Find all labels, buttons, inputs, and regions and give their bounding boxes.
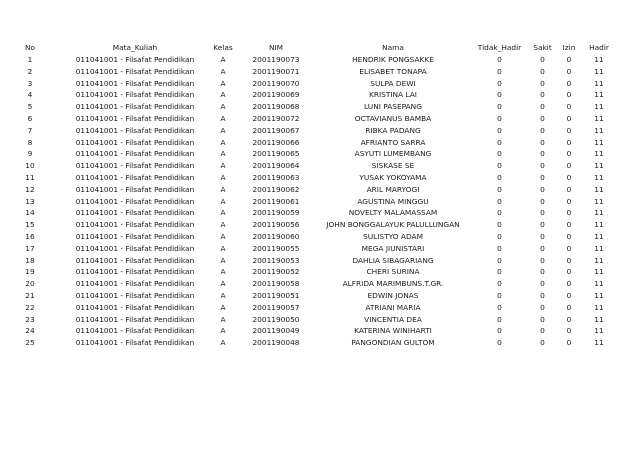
- cell-mata-kuliah: 011041001 - Filsafat Pendidikan: [75, 231, 195, 241]
- cell-kelas: A: [220, 220, 226, 230]
- cell-sakit: 0: [540, 90, 545, 100]
- cell-sakit: 0: [540, 302, 545, 312]
- cell-sakit: 0: [540, 149, 545, 159]
- cell-nim: 2001190053: [252, 255, 300, 265]
- cell-tidak-hadir: 0: [497, 290, 502, 300]
- cell-kelas: A: [220, 196, 226, 206]
- table-row: [0, 231, 616, 243]
- cell-mata-kuliah: 011041001 - Filsafat Pendidikan: [75, 243, 195, 253]
- cell-izin: 0: [566, 302, 572, 312]
- cell-nama: VINCENTIA DEA: [364, 314, 422, 324]
- cell-hadir: 11: [594, 55, 604, 64]
- cell-kelas: A: [220, 149, 226, 159]
- cell-mata-kuliah: 011041001 - Filsafat Pendidikan: [75, 102, 195, 112]
- cell-no: 20: [25, 279, 35, 289]
- cell-nim: 2001190058: [252, 279, 300, 289]
- cell-nama: YUSAK YOKOYAMA: [359, 172, 427, 182]
- table-body: [0, 54, 616, 349]
- cell-izin: 0: [566, 338, 572, 348]
- cell-izin: 0: [566, 90, 572, 100]
- cell-sakit: 0: [540, 113, 545, 123]
- cell-nama: PANGONDIAN GULTOM: [351, 338, 435, 348]
- cell-hadir: 11: [594, 149, 604, 159]
- cell-nama: HENDRIK PONGSAKKE: [352, 55, 434, 64]
- cell-sakit: 0: [540, 196, 545, 206]
- cell-nama: DAHLIA SIBAGARIANG: [352, 255, 434, 265]
- cell-no: 8: [27, 137, 33, 147]
- cell-tidak-hadir: 0: [497, 149, 502, 159]
- cell-nama: ALFRIDA MARIMBUNS.T.GR.: [342, 279, 444, 289]
- table-row: [0, 266, 616, 278]
- cell-izin: 0: [566, 172, 572, 182]
- cell-no: 12: [25, 184, 35, 194]
- cell-nim: 2001190059: [252, 208, 300, 218]
- cell-no: 18: [25, 255, 35, 265]
- cell-nama: KRISTINA LAI: [368, 90, 417, 100]
- cell-nim: 2001190068: [252, 102, 300, 112]
- cell-izin: 0: [566, 66, 572, 76]
- cell-sakit: 0: [540, 290, 545, 300]
- cell-nama: SULISTYO ADAM: [363, 231, 423, 241]
- cell-nama: SISKASE SE: [371, 161, 415, 171]
- cell-mata-kuliah: 011041001 - Filsafat Pendidikan: [75, 90, 195, 100]
- header-izin: Izin: [562, 43, 576, 52]
- cell-nim: 2001190052: [252, 267, 300, 277]
- cell-nama: ELISABET TONAPA: [359, 66, 427, 76]
- cell-kelas: A: [220, 66, 226, 76]
- cell-sakit: 0: [540, 220, 545, 230]
- cell-mata-kuliah: 011041001 - Filsafat Pendidikan: [75, 267, 195, 277]
- cell-nama: AGUSTINA MINGGU: [357, 196, 429, 206]
- cell-no: 9: [27, 149, 33, 159]
- cell-tidak-hadir: 0: [497, 66, 502, 76]
- cell-nama: SULPA DEWI: [370, 78, 416, 88]
- table-row: [0, 325, 616, 337]
- cell-nama: EDWIN JONAS: [367, 290, 419, 300]
- cell-no: 24: [25, 326, 35, 336]
- cell-izin: 0: [566, 125, 572, 135]
- cell-nim: 2001190061: [252, 196, 300, 206]
- cell-hadir: 11: [594, 255, 604, 265]
- table-row: [0, 125, 616, 137]
- cell-no: 25: [25, 338, 35, 348]
- cell-tidak-hadir: 0: [497, 326, 502, 336]
- cell-mata-kuliah: 011041001 - Filsafat Pendidikan: [75, 326, 195, 336]
- cell-no: 21: [25, 290, 35, 300]
- cell-mata-kuliah: 011041001 - Filsafat Pendidikan: [75, 149, 195, 159]
- table-row: [0, 160, 616, 172]
- cell-tidak-hadir: 0: [497, 231, 502, 241]
- cell-nama: MEGA JIUNISTARI: [361, 243, 425, 253]
- table-header: [0, 41, 616, 54]
- table-row: [0, 255, 616, 267]
- cell-mata-kuliah: 011041001 - Filsafat Pendidikan: [75, 290, 195, 300]
- cell-kelas: A: [220, 90, 226, 100]
- cell-sakit: 0: [540, 243, 545, 253]
- table-row: [0, 184, 616, 196]
- cell-nama: RIBKA PADANG: [365, 125, 421, 135]
- cell-tidak-hadir: 0: [497, 55, 502, 64]
- cell-nama: CHERI SURINA: [366, 267, 420, 277]
- cell-hadir: 11: [594, 90, 604, 100]
- cell-nama: ARIL MARYOGI: [366, 184, 420, 194]
- cell-kelas: A: [220, 231, 226, 241]
- table-row: [0, 137, 616, 149]
- cell-tidak-hadir: 0: [497, 113, 502, 123]
- cell-mata-kuliah: 011041001 - Filsafat Pendidikan: [75, 161, 195, 171]
- cell-hadir: 11: [594, 220, 604, 230]
- cell-tidak-hadir: 0: [497, 78, 502, 88]
- header-tidak-hadir: Tidak_Hadir: [477, 43, 522, 52]
- cell-tidak-hadir: 0: [497, 255, 502, 265]
- cell-nama: ASYUTI LUMEMBANG: [354, 149, 432, 159]
- table-row: [0, 66, 616, 78]
- cell-no: 14: [25, 208, 35, 218]
- cell-sakit: 0: [540, 267, 545, 277]
- cell-mata-kuliah: 011041001 - Filsafat Pendidikan: [75, 66, 195, 76]
- cell-mata-kuliah: 011041001 - Filsafat Pendidikan: [75, 137, 195, 147]
- cell-hadir: 11: [594, 326, 604, 336]
- cell-nama: LUNI PASEPANG: [364, 102, 422, 112]
- cell-kelas: A: [220, 255, 226, 265]
- cell-izin: 0: [566, 290, 572, 300]
- cell-no: 10: [25, 161, 35, 171]
- header-mata-kuliah: Mata_Kuliah: [112, 43, 158, 52]
- cell-nim: 2001190056: [252, 220, 300, 230]
- attendance-sheet: [0, 41, 640, 349]
- cell-sakit: 0: [540, 279, 545, 289]
- cell-mata-kuliah: 011041001 - Filsafat Pendidikan: [75, 172, 195, 182]
- cell-no: 3: [27, 78, 33, 88]
- cell-hadir: 11: [594, 137, 604, 147]
- cell-no: 7: [27, 125, 33, 135]
- cell-sakit: 0: [540, 125, 545, 135]
- header-nim: NIM: [268, 43, 284, 52]
- header-sakit: Sakit: [533, 43, 552, 52]
- cell-hadir: 11: [594, 125, 604, 135]
- cell-sakit: 0: [540, 102, 545, 112]
- cell-nim: 2001190051: [252, 290, 300, 300]
- cell-kelas: A: [220, 279, 226, 289]
- cell-izin: 0: [566, 220, 572, 230]
- cell-izin: 0: [566, 255, 572, 265]
- cell-tidak-hadir: 0: [497, 267, 502, 277]
- table-row: [0, 337, 616, 349]
- cell-tidak-hadir: 0: [497, 184, 502, 194]
- cell-nim: 2001190063: [252, 172, 300, 182]
- cell-mata-kuliah: 011041001 - Filsafat Pendidikan: [75, 184, 195, 194]
- cell-izin: 0: [566, 326, 572, 336]
- cell-hadir: 11: [594, 208, 604, 218]
- cell-nim: 2001190070: [252, 78, 300, 88]
- cell-nim: 2001190064: [252, 161, 300, 171]
- cell-izin: 0: [566, 137, 572, 147]
- cell-mata-kuliah: 011041001 - Filsafat Pendidikan: [75, 55, 195, 64]
- cell-nama: AFRIANTO SARRA: [360, 137, 426, 147]
- cell-hadir: 11: [594, 66, 604, 76]
- attendance-table: [0, 41, 616, 349]
- cell-mata-kuliah: 011041001 - Filsafat Pendidikan: [75, 279, 195, 289]
- cell-kelas: A: [220, 208, 226, 218]
- cell-no: 1: [27, 55, 33, 64]
- cell-mata-kuliah: 011041001 - Filsafat Pendidikan: [75, 113, 195, 123]
- cell-izin: 0: [566, 231, 572, 241]
- cell-mata-kuliah: 011041001 - Filsafat Pendidikan: [75, 314, 195, 324]
- cell-tidak-hadir: 0: [497, 196, 502, 206]
- table-row: [0, 54, 616, 66]
- cell-nim: 2001190066: [252, 137, 300, 147]
- cell-tidak-hadir: 0: [497, 220, 502, 230]
- cell-hadir: 11: [594, 172, 604, 182]
- cell-sakit: 0: [540, 314, 545, 324]
- cell-izin: 0: [566, 55, 572, 64]
- cell-sakit: 0: [540, 338, 545, 348]
- cell-no: 4: [27, 90, 33, 100]
- cell-sakit: 0: [540, 184, 545, 194]
- cell-hadir: 11: [594, 184, 604, 194]
- cell-tidak-hadir: 0: [497, 137, 502, 147]
- cell-sakit: 0: [540, 78, 545, 88]
- cell-nim: 2001190062: [252, 184, 300, 194]
- table-row: [0, 207, 616, 219]
- cell-kelas: A: [220, 55, 226, 64]
- header-kelas: Kelas: [213, 43, 233, 52]
- cell-nim: 2001190073: [252, 55, 300, 64]
- cell-kelas: A: [220, 78, 226, 88]
- cell-hadir: 11: [594, 231, 604, 241]
- cell-kelas: A: [220, 125, 226, 135]
- table-row: [0, 78, 616, 90]
- table-row: [0, 243, 616, 255]
- table-row: [0, 113, 616, 125]
- cell-nim: 2001190048: [252, 338, 300, 348]
- cell-izin: 0: [566, 161, 572, 171]
- cell-sakit: 0: [540, 326, 545, 336]
- cell-nim: 2001190057: [252, 302, 300, 312]
- table-row: [0, 89, 616, 101]
- cell-hadir: 11: [594, 102, 604, 112]
- cell-izin: 0: [566, 208, 572, 218]
- cell-hadir: 11: [594, 338, 604, 348]
- table-row: [0, 314, 616, 326]
- cell-tidak-hadir: 0: [497, 102, 502, 112]
- table-row: [0, 290, 616, 302]
- cell-nim: 2001190055: [252, 243, 300, 253]
- cell-hadir: 11: [594, 196, 604, 206]
- cell-tidak-hadir: 0: [497, 90, 502, 100]
- table-row: [0, 172, 616, 184]
- header-row: [0, 41, 616, 54]
- table-row: [0, 148, 616, 160]
- cell-nama: JOHN BONGGALAYUK PALULLUNGAN: [326, 220, 460, 230]
- cell-nim: 2001190065: [252, 149, 300, 159]
- cell-izin: 0: [566, 184, 572, 194]
- cell-kelas: A: [220, 314, 226, 324]
- cell-kelas: A: [220, 267, 226, 277]
- cell-kelas: A: [220, 338, 226, 348]
- table-row: [0, 101, 616, 113]
- cell-hadir: 11: [594, 161, 604, 171]
- cell-no: 5: [27, 102, 33, 112]
- cell-tidak-hadir: 0: [497, 314, 502, 324]
- cell-hadir: 11: [594, 290, 604, 300]
- cell-no: 17: [25, 243, 35, 253]
- header-nama: Nama: [382, 43, 404, 52]
- cell-mata-kuliah: 011041001 - Filsafat Pendidikan: [75, 302, 195, 312]
- cell-nim: 2001190072: [252, 113, 300, 123]
- cell-no: 15: [25, 220, 35, 230]
- cell-mata-kuliah: 011041001 - Filsafat Pendidikan: [75, 125, 195, 135]
- cell-izin: 0: [566, 78, 572, 88]
- cell-hadir: 11: [594, 267, 604, 277]
- cell-mata-kuliah: 011041001 - Filsafat Pendidikan: [75, 78, 195, 88]
- cell-no: 13: [25, 196, 35, 206]
- table-row: [0, 196, 616, 208]
- table-row: [0, 278, 616, 290]
- cell-kelas: A: [220, 113, 226, 123]
- cell-izin: 0: [566, 279, 572, 289]
- cell-no: 22: [25, 302, 35, 312]
- cell-no: 19: [25, 267, 35, 277]
- cell-kelas: A: [220, 326, 226, 336]
- cell-sakit: 0: [540, 231, 545, 241]
- cell-hadir: 11: [594, 279, 604, 289]
- header-no: No: [24, 43, 36, 52]
- cell-tidak-hadir: 0: [497, 161, 502, 171]
- cell-izin: 0: [566, 314, 572, 324]
- cell-izin: 0: [566, 243, 572, 253]
- cell-tidak-hadir: 0: [497, 302, 502, 312]
- cell-mata-kuliah: 011041001 - Filsafat Pendidikan: [75, 255, 195, 265]
- cell-nama: ATRIANI MARIA: [365, 302, 421, 312]
- cell-sakit: 0: [540, 55, 545, 64]
- header-hadir: Hadir: [589, 43, 609, 52]
- cell-sakit: 0: [540, 172, 545, 182]
- cell-izin: 0: [566, 196, 572, 206]
- cell-nim: 2001190049: [252, 326, 300, 336]
- cell-nim: 2001190069: [252, 90, 300, 100]
- cell-nama: KATERINA WINIHARTI: [354, 326, 432, 336]
- cell-no: 2: [27, 66, 33, 76]
- cell-nim: 2001190060: [252, 231, 300, 241]
- cell-nim: 2001190050: [252, 314, 300, 324]
- cell-tidak-hadir: 0: [497, 243, 502, 253]
- cell-kelas: A: [220, 243, 226, 253]
- cell-tidak-hadir: 0: [497, 125, 502, 135]
- cell-tidak-hadir: 0: [497, 279, 502, 289]
- cell-kelas: A: [220, 302, 226, 312]
- cell-no: 11: [25, 172, 35, 182]
- cell-no: 6: [27, 113, 33, 123]
- cell-kelas: A: [220, 161, 226, 171]
- table-row: [0, 219, 616, 231]
- cell-no: 16: [25, 231, 35, 241]
- cell-sakit: 0: [540, 137, 545, 147]
- cell-izin: 0: [566, 267, 572, 277]
- cell-kelas: A: [220, 172, 226, 182]
- cell-hadir: 11: [594, 243, 604, 253]
- cell-izin: 0: [566, 113, 572, 123]
- table-row: [0, 302, 616, 314]
- cell-kelas: A: [220, 290, 226, 300]
- cell-no: 23: [25, 314, 35, 324]
- cell-sakit: 0: [540, 66, 545, 76]
- cell-izin: 0: [566, 102, 572, 112]
- cell-nama: NOVELTY MALAMASSAM: [348, 208, 438, 218]
- cell-mata-kuliah: 011041001 - Filsafat Pendidikan: [75, 338, 195, 348]
- cell-mata-kuliah: 011041001 - Filsafat Pendidikan: [75, 196, 195, 206]
- cell-hadir: 11: [594, 302, 604, 312]
- cell-kelas: A: [220, 102, 226, 112]
- cell-nim: 2001190071: [252, 66, 300, 76]
- cell-tidak-hadir: 0: [497, 172, 502, 182]
- cell-sakit: 0: [540, 161, 545, 171]
- cell-mata-kuliah: 011041001 - Filsafat Pendidikan: [75, 220, 195, 230]
- cell-nama: OCTAVIANUS BAMBA: [354, 113, 432, 123]
- cell-hadir: 11: [594, 78, 604, 88]
- cell-tidak-hadir: 0: [497, 338, 502, 348]
- cell-mata-kuliah: 011041001 - Filsafat Pendidikan: [75, 208, 195, 218]
- cell-sakit: 0: [540, 208, 545, 218]
- cell-sakit: 0: [540, 255, 545, 265]
- cell-kelas: A: [220, 137, 226, 147]
- cell-nim: 2001190067: [252, 125, 300, 135]
- cell-izin: 0: [566, 149, 572, 159]
- cell-hadir: 11: [594, 314, 604, 324]
- cell-kelas: A: [220, 184, 226, 194]
- cell-tidak-hadir: 0: [497, 208, 502, 218]
- cell-hadir: 11: [594, 113, 604, 123]
